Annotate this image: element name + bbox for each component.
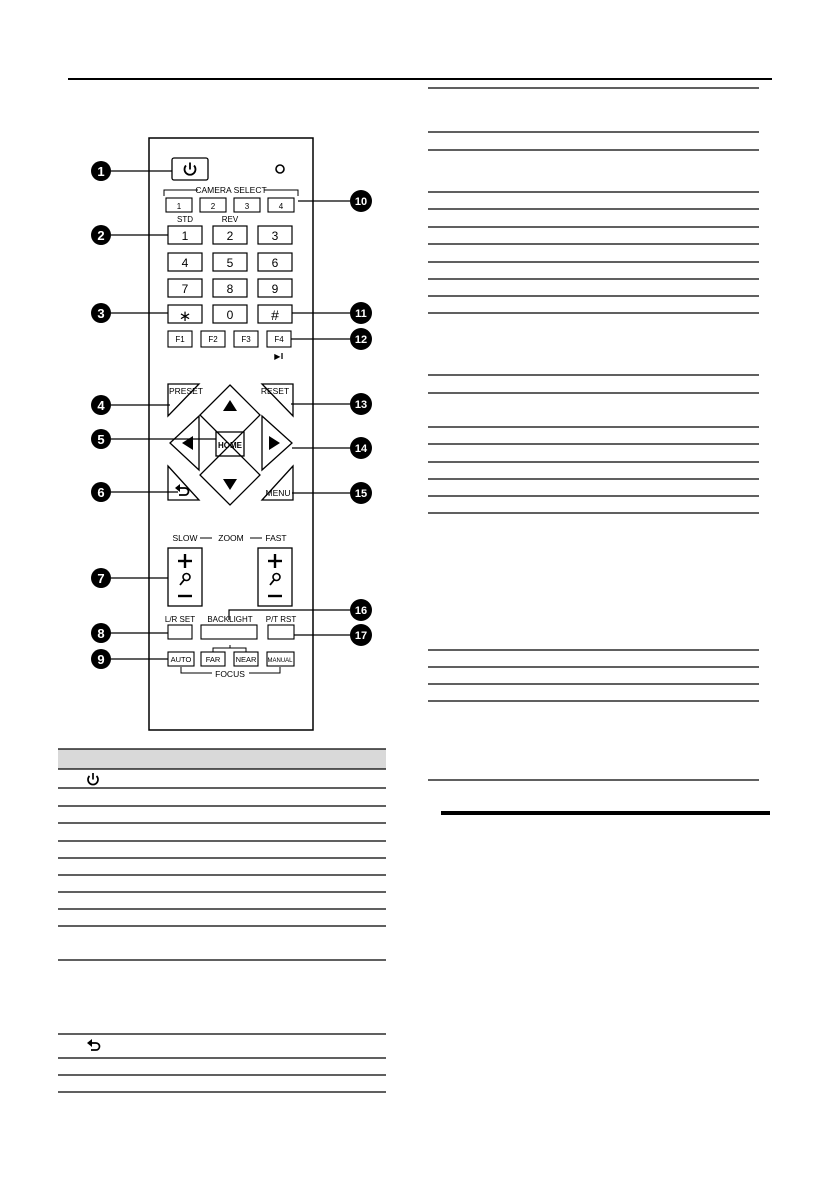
slow-label: SLOW (172, 533, 198, 543)
play-pause-icon: ▶‖ (274, 352, 284, 361)
camera-select-2-text: 2 (210, 202, 216, 211)
menu-label: MENU (265, 488, 291, 498)
key-6-text: 6 (271, 256, 279, 270)
callout-16-text: 16 (354, 605, 368, 617)
callout-2-text: 2 (97, 228, 105, 243)
right-triangle-icon (269, 436, 280, 450)
key-4-text: 4 (181, 256, 189, 270)
callout-8-text: 8 (97, 626, 105, 641)
focus-auto-text: AUTO (170, 655, 192, 664)
up-arrow-button (200, 385, 260, 445)
up-triangle-icon (223, 400, 237, 411)
table-return-icon (87, 1039, 100, 1050)
callout-9-text: 9 (97, 652, 105, 667)
callout-4-text: 4 (97, 398, 105, 413)
callout-6-text: 6 (97, 485, 105, 500)
led-indicator (276, 165, 284, 173)
focus-label: FOCUS (215, 669, 245, 679)
callout-7-text: 7 (97, 571, 105, 586)
key-hash-text: # (271, 307, 279, 323)
pt-rst-button (268, 625, 294, 639)
key-8-text: 8 (226, 282, 234, 296)
right-table-rules (428, 88, 759, 780)
callout-10-text: 10 (354, 196, 368, 208)
left-triangle-icon (182, 436, 193, 450)
reset-label: RESET (260, 386, 290, 396)
key-5-text: 5 (226, 256, 234, 270)
zoom-fast-icons (268, 554, 282, 596)
key-9-text: 9 (271, 282, 279, 296)
key-1-text: 1 (181, 229, 189, 243)
focus-near-text: NEAR (235, 655, 257, 664)
left-table-rules (58, 749, 386, 1092)
key-star-text: ∗ (178, 308, 192, 325)
camera-select-label: CAMERA SELECT (195, 185, 267, 195)
fast-label: FAST (265, 533, 287, 543)
key-7-text: 7 (181, 282, 189, 296)
camera-select-1-text: 1 (176, 202, 182, 211)
remote-body (149, 138, 313, 730)
callout-17-text: 17 (354, 630, 368, 642)
rev-label: REV (221, 215, 239, 224)
key-f2-text: F2 (208, 335, 218, 344)
callout-15-text: 15 (354, 488, 368, 500)
key-f4-text: F4 (274, 335, 284, 344)
key-2-text: 2 (226, 229, 234, 243)
callout-14-text: 14 (354, 443, 368, 455)
power-icon (185, 163, 196, 175)
callout-11-text: 11 (355, 308, 367, 320)
table-header-band (58, 749, 386, 769)
callout-5-text: 5 (97, 432, 105, 447)
backlight-button (201, 625, 257, 639)
key-f1-text: F1 (175, 335, 185, 344)
down-triangle-icon (223, 479, 237, 490)
camera-select-4-text: 4 (278, 202, 284, 211)
down-arrow-button (200, 445, 260, 505)
callout-12-text: 12 (354, 334, 368, 346)
pt-rst-label: P/T RST (265, 615, 297, 624)
function-keys (168, 331, 291, 347)
home-label: HOME (218, 441, 242, 450)
far-near-bracket (213, 645, 246, 652)
key-0-text: 0 (226, 308, 234, 322)
focus-far-text: FAR (205, 655, 221, 664)
std-label: STD (177, 215, 193, 224)
lr-set-label: L/R SET (164, 615, 196, 624)
key-f3-text: F3 (241, 335, 251, 344)
lr-set-button (168, 625, 192, 639)
callout-1-text: 1 (97, 164, 105, 179)
backlight-label: BACKLIGHT (207, 615, 253, 624)
camera-select-3-text: 3 (244, 202, 250, 211)
table-power-icon (88, 773, 98, 785)
zoom-label: ZOOM (218, 533, 244, 543)
focus-manual-text: MANUAL (267, 658, 293, 664)
preset-label: PRESET (168, 386, 204, 396)
key-3-text: 3 (271, 229, 279, 243)
callout-3-text: 3 (97, 306, 105, 321)
callout-13-text: 13 (354, 399, 368, 411)
zoom-slow-icons (178, 554, 192, 596)
right-section-end-rule (441, 811, 770, 815)
